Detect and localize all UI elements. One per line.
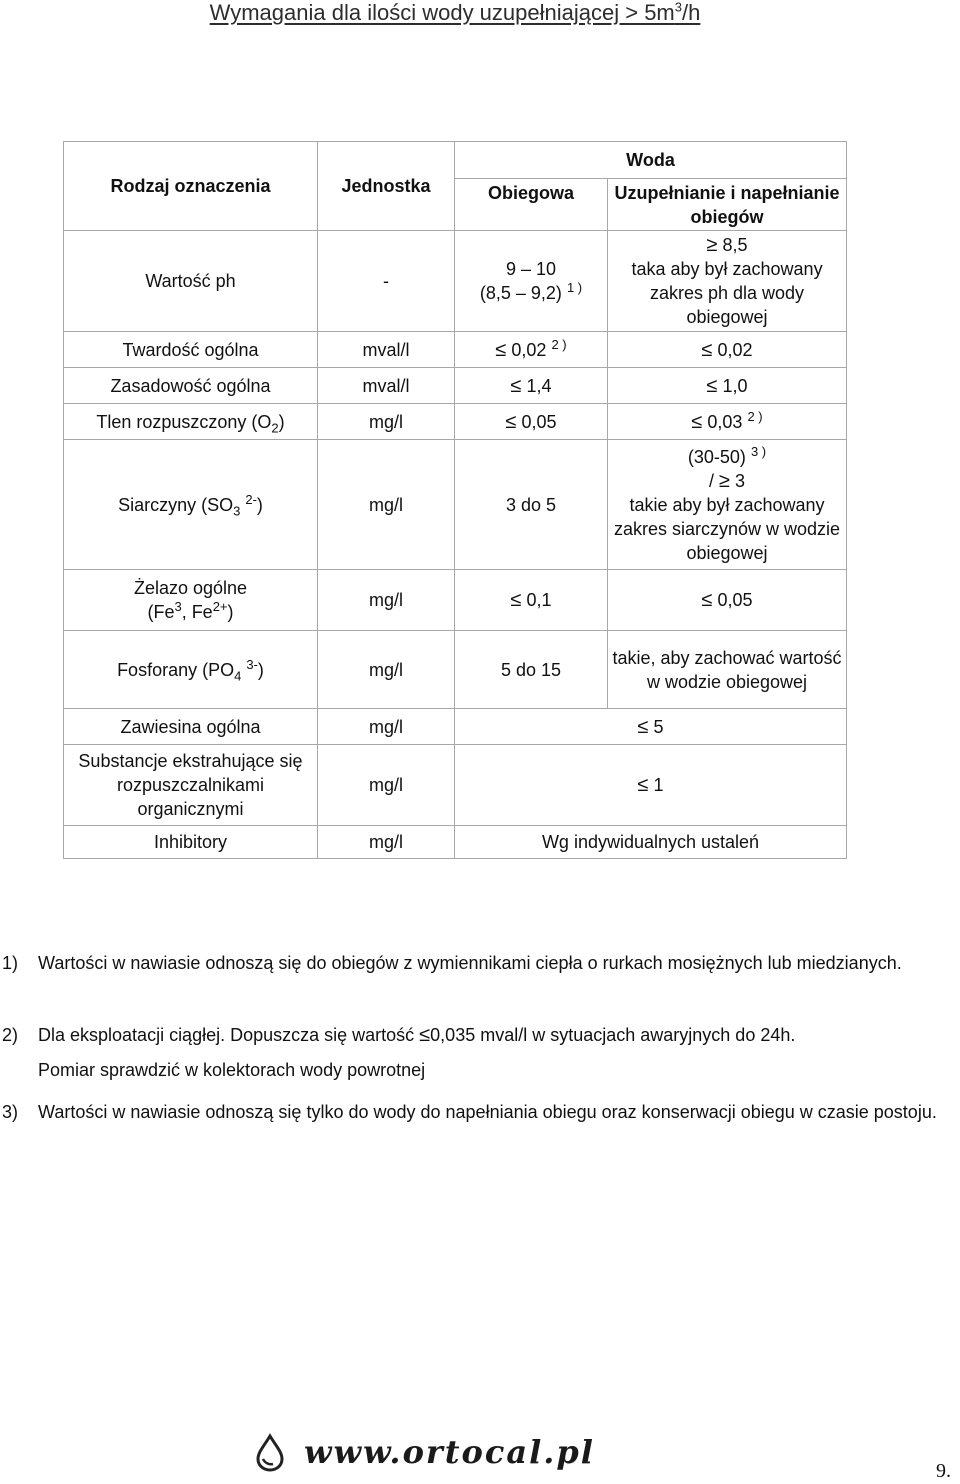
table-row: Substancje ekstrahujące się rozpuszczalnikami organicznymi mg/l ≤ 1 xyxy=(64,745,847,826)
table-row xyxy=(64,231,847,332)
table-row: Inhibitory mg/l Wg indywidualnych ustaleń xyxy=(64,826,847,859)
header-rodzaj: Rodzaj oznaczenia xyxy=(64,142,318,231)
table-row: Zawiesina ogólna mg/l ≤ 5 xyxy=(64,709,847,745)
le-icon: ≤ xyxy=(701,338,713,361)
row-ph-name: Wartość ph xyxy=(64,231,318,332)
water-drop-logo-icon xyxy=(250,1432,290,1472)
page-number: 9. xyxy=(936,1460,951,1482)
table-row: Żelazo ogólne (Fe$^3$, $Fe^{2+}$) mg/l ≤ 0,1 ≤ 0,05 xyxy=(64,570,847,631)
page-title: Wymagania dla ilości wody uzupełniającej > $5m^3/h$ xyxy=(209,0,701,25)
header-obiegowa: Obiegowa xyxy=(455,179,608,231)
row-ph-unit: - xyxy=(318,231,455,332)
footer-url[interactable]: www.ortocal.pl xyxy=(304,1433,595,1471)
ge-icon: ≥ xyxy=(719,469,730,492)
header-jednostka: Jednostka xyxy=(318,142,455,231)
le-icon: ≤ xyxy=(510,374,522,397)
table-row: Siarczyny ($SO_3$ $^{2-}$) mg/l 3 do 5 (30-50) $^{3 )}$ / ≥ 3 takie aby był zachowany zakres siarczynów w wodzie obiegowej xyxy=(64,440,847,570)
table-row: Tlen rozpuszczony $(O_2)$ mg/l ≤ 0,05 ≤ 0,03 $^{2 )}$ xyxy=(64,404,847,440)
le-icon: ≤ xyxy=(637,715,649,738)
le-icon: ≤ xyxy=(419,1024,431,1046)
le-icon: ≤ xyxy=(510,589,522,611)
footnote-2-continued: Pomiar sprawdzić w kolektorach wody powrotnej xyxy=(38,1060,426,1080)
footnote-1: 1) Wartości w nawiasie odnoszą się do obiegów z wymiennikami ciepła o rurkach mosiężnych lub miedzianych. xyxy=(2,953,902,973)
le-icon: ≤ xyxy=(706,374,718,397)
footnote-2: 2) Dla eksploatacji ciągłej. Dopuszcza się wartość ≤0,035 mval/l w sytuacjach awaryjnych do 24h. xyxy=(2,1024,796,1046)
le-icon: ≤ xyxy=(701,589,713,611)
footer-logo xyxy=(250,1430,595,1474)
le-icon: ≤ xyxy=(637,774,649,796)
row-ph-uzupelnianie: ≥ 8,5 taka aby był zachowany zakres ph dla wody obiegowej xyxy=(608,231,847,332)
le-icon: ≤ xyxy=(495,338,507,361)
requirements-table xyxy=(63,141,847,859)
table-row: Fosforany ($PO_4$ $^{3-}$) mg/l 5 do 15 takie, aby zachować wartość w wodzie obiegowej xyxy=(64,631,847,709)
footnote-3: 3) Wartości w nawiasie odnoszą się tylko do wody do napełniania obiegu oraz konserwacji obiegu w czasie postoju. xyxy=(2,1102,937,1122)
header-woda: Woda xyxy=(455,142,847,179)
le-icon: ≤ xyxy=(505,410,517,433)
ge-icon: ≥ xyxy=(706,234,718,256)
le-icon: ≤ xyxy=(691,410,703,433)
header-uzupelnianie: Uzupełnianie i napełnianie obiegów xyxy=(608,179,847,231)
table-row: Zasadowość ogólna mval/l ≤ 1,4 ≤ 1,0 xyxy=(64,368,847,404)
row-ph-obiegowa: 9 – 10 (8,5 – 9,2) $^{1 )}$ xyxy=(455,231,608,332)
table-row: Twardość ogólna mval/l ≤ 0,02 $^{2 )}$ ≤ 0,02 xyxy=(64,332,847,368)
